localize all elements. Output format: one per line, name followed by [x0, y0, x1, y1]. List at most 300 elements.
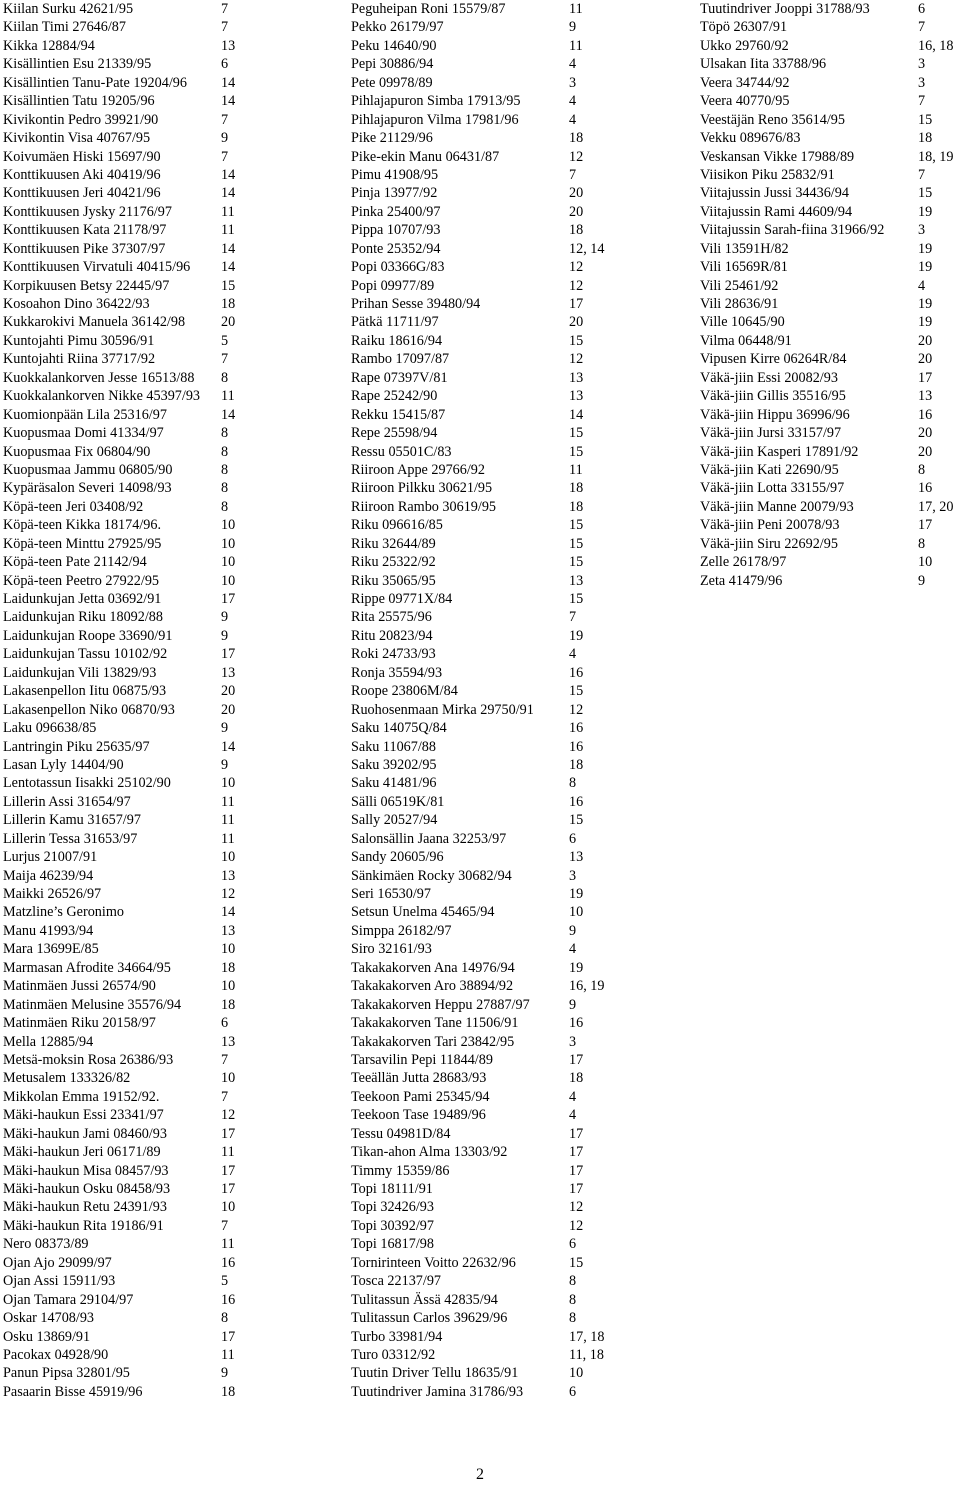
entry-page-ref: 16: [918, 480, 933, 497]
index-entry: [351, 553, 696, 571]
entry-page-ref: 20: [569, 203, 584, 220]
index-entry: [351, 74, 696, 92]
entry-name: Kukkarokivi Manuela 36142/98: [3, 314, 186, 331]
entry-name: Simppa 26182/97: [351, 922, 452, 939]
entry-page-ref: 11: [221, 1144, 235, 1161]
entry-name: Mäki-haukun Essi 23341/97: [3, 1107, 164, 1124]
index-entry: [3, 1143, 343, 1161]
index-entry: [351, 608, 696, 626]
index-entry: [3, 148, 343, 166]
index-entry: [3, 645, 343, 663]
entry-name: Pippa 10707/93: [351, 222, 441, 239]
index-entry: [351, 1346, 696, 1364]
entry-name: Mara 13699E/85: [3, 941, 99, 958]
entry-name: Salonsällin Jaana 32253/97: [351, 830, 507, 847]
index-entry: [351, 498, 696, 516]
entry-name: Saku 11067/88: [351, 738, 436, 755]
entry-name: Tuutindriver Jooppi 31788/93: [700, 1, 870, 17]
entry-page-ref: 12: [221, 886, 236, 902]
index-entry: [3, 1106, 343, 1124]
index-entry: [351, 1217, 696, 1235]
index-entry: [3, 830, 343, 848]
index-entry: [351, 516, 696, 534]
entry-name: Kisällintien Tanu-Pate 19204/96: [3, 74, 187, 91]
index-entry: [3, 590, 343, 608]
entry-page-ref: 10: [221, 572, 236, 589]
index-entry: [700, 498, 960, 516]
entry-page-ref: 10: [569, 904, 584, 921]
index-entry: [3, 903, 343, 921]
entry-page-ref: 19: [569, 886, 584, 902]
index-entry: [351, 479, 696, 497]
entry-page-ref: 11: [569, 461, 583, 478]
index-entry: [700, 240, 960, 258]
entry-name: Teekoon Pami 25345/94: [351, 1088, 490, 1105]
entry-name: Siro 32161/93: [351, 941, 432, 958]
index-entry: [351, 848, 696, 866]
entry-page-ref: 6: [221, 56, 229, 73]
index-entry: [351, 885, 696, 903]
entry-page-ref: 13: [221, 1033, 236, 1050]
entry-name: Rape 25242/90: [351, 388, 438, 405]
entry-name: Roope 23806M/84: [351, 683, 458, 700]
entry-page-ref: 15: [569, 425, 584, 442]
index-entry: [3, 1162, 343, 1180]
index-entry: [351, 1069, 696, 1087]
entry-page-ref: 11: [569, 37, 583, 54]
entry-name: Osku 13869/91: [3, 1328, 91, 1345]
entry-page-ref: 18: [569, 222, 584, 239]
entry-page-ref: 11: [221, 812, 235, 829]
index-entry: [351, 387, 696, 405]
index-entry: [3, 55, 343, 73]
index-entry: [351, 166, 696, 184]
index-entry: [351, 221, 696, 239]
entry-page-ref: 17: [221, 1328, 236, 1345]
entry-page-ref: 9: [569, 19, 577, 36]
entry-page-ref: 15: [569, 591, 584, 607]
entry-name: Lasan Lyly 14404/90: [3, 756, 124, 773]
index-entry: [351, 1235, 696, 1253]
index-entry: [3, 1088, 343, 1106]
index-entry: [351, 719, 696, 737]
index-entry: [351, 129, 696, 147]
entry-page-ref: 9: [221, 130, 229, 147]
entry-page-ref: 16: [569, 1015, 584, 1032]
index-entry: [700, 387, 960, 405]
entry-name: Teeällän Jutta 28683/93: [351, 1070, 487, 1087]
entry-page-ref: 10: [221, 1070, 236, 1087]
index-entry: [351, 1291, 696, 1309]
index-entry: [3, 516, 343, 534]
entry-name: Väkä-jiin Hippu 36996/96: [700, 406, 850, 423]
entry-page-ref: 11: [221, 793, 235, 810]
entry-name: Töpö 26307/91: [700, 19, 788, 36]
index-entry: [3, 608, 343, 626]
index-entry: [3, 940, 343, 958]
entry-name: Peguheipan Roni 15579/87: [351, 1, 506, 17]
entry-page-ref: 11: [221, 203, 235, 220]
index-entry: [3, 553, 343, 571]
entry-name: Matinmäen Melusine 35576/94: [3, 996, 182, 1013]
entry-name: Rekku 15415/87: [351, 406, 446, 423]
entry-page-ref: 17: [221, 646, 236, 663]
entry-name: Mäki-haukun Retu 24391/93: [3, 1199, 167, 1216]
entry-page-ref: 10: [221, 941, 236, 958]
entry-page-ref: 16: [569, 720, 584, 737]
index-entry: [3, 1235, 343, 1253]
entry-page-ref: 16: [221, 1254, 236, 1271]
entry-page-ref: 3: [569, 74, 577, 91]
entry-page-ref: 9: [569, 996, 577, 1013]
entry-name: Topi 32426/93: [351, 1199, 434, 1216]
index-entry: [700, 443, 960, 461]
entry-name: Ressu 05501C/83: [351, 443, 452, 460]
index-entry: [3, 719, 343, 737]
entry-page-ref: 4: [569, 56, 577, 73]
index-entry: [3, 1180, 343, 1198]
entry-page-ref: 13: [569, 572, 584, 589]
entry-name: Väkä-jiin Manne 20079/93: [700, 498, 854, 515]
entry-name: Saku 14075Q/84: [351, 720, 447, 737]
entry-name: Konttikuusen Virvatuli 40415/96: [3, 259, 191, 276]
entry-page-ref: 19: [569, 959, 584, 976]
entry-name: Konttikuusen Pike 37307/97: [3, 240, 166, 257]
entry-name: Rambo 17097/87: [351, 351, 450, 368]
entry-page-ref: 3: [569, 867, 577, 884]
entry-page-ref: 4: [569, 646, 577, 663]
entry-name: Takakakorven Tari 23842/95: [351, 1033, 515, 1050]
entry-name: Raiku 18616/94: [351, 332, 443, 349]
index-entry: [700, 203, 960, 221]
entry-page-ref: 15: [918, 111, 933, 128]
entry-name: Tessu 04981D/84: [351, 1125, 451, 1142]
index-entry: [3, 664, 343, 682]
index-entry: [3, 184, 343, 202]
entry-name: Vili 28636/91: [700, 296, 779, 312]
entry-page-ref: 12: [569, 259, 584, 276]
index-entry: [351, 1198, 696, 1216]
entry-name: Takakakorven Tane 11506/91: [351, 1015, 519, 1032]
entry-page-ref: 14: [221, 738, 236, 755]
page-number: 2: [476, 1466, 484, 1483]
index-entry: [3, 1033, 343, 1051]
index-entry: [3, 848, 343, 866]
entry-name: Manu 41993/94: [3, 922, 94, 939]
entry-page-ref: 12: [569, 148, 584, 165]
entry-page-ref: 11: [221, 1236, 235, 1253]
index-entry: [351, 830, 696, 848]
entry-page-ref: 20: [221, 701, 236, 718]
index-entry: [700, 406, 960, 424]
entry-page-ref: 19: [569, 627, 584, 644]
entry-page-ref: 7: [221, 1, 229, 17]
entry-page-ref: 3: [918, 56, 926, 73]
entry-name: Matzline’s Geronimo: [3, 904, 124, 921]
entry-name: Ojan Tamara 29104/97: [3, 1291, 134, 1308]
index-entry: [3, 1346, 343, 1364]
entry-page-ref: 16: [918, 406, 933, 423]
index-entry: [3, 479, 343, 497]
entry-page-ref: 11: [569, 1, 583, 17]
index-entry: [351, 645, 696, 663]
entry-page-ref: 14: [221, 185, 236, 202]
entry-page-ref: 16: [569, 793, 584, 810]
entry-page-ref: 5: [221, 332, 229, 349]
index-entry: [351, 203, 696, 221]
index-entry: [3, 1309, 343, 1327]
entry-name: Turo 03312/92: [351, 1346, 436, 1363]
entry-name: Tulitassun Carlos 39629/96: [351, 1310, 508, 1327]
entry-page-ref: 10: [221, 849, 236, 866]
index-entry: [351, 0, 696, 18]
index-entry: [700, 18, 960, 36]
index-entry: [351, 37, 696, 55]
entry-name: Kuntojahti Riina 37717/92: [3, 351, 156, 368]
index-entry: [700, 479, 960, 497]
entry-name: Rita 25575/96: [351, 609, 432, 626]
entry-page-ref: 17: [221, 591, 236, 607]
index-entry: [351, 922, 696, 940]
entry-name: Tornirinteen Voitto 22632/96: [351, 1254, 516, 1271]
index-entry: [351, 1180, 696, 1198]
entry-name: Kuokkalankorven Nikke 45397/93: [3, 388, 201, 405]
entry-name: Popi 09977/89: [351, 277, 435, 294]
entry-page-ref: 10: [569, 1365, 584, 1382]
entry-name: Roki 24733/93: [351, 646, 436, 663]
entry-page-ref: 9: [569, 922, 577, 939]
index-entry: [700, 148, 960, 166]
entry-name: Kuopusmaa Fix 06804/90: [3, 443, 151, 460]
index-entry: [351, 111, 696, 129]
entry-name: Mäki-haukun Jami 08460/93: [3, 1125, 167, 1142]
entry-page-ref: 20: [569, 185, 584, 202]
entry-page-ref: 3: [569, 1033, 577, 1050]
entry-name: Väkä-jiin Jursi 33157/97: [700, 425, 842, 442]
index-entry: [351, 1051, 696, 1069]
entry-name: Viitajussin Rami 44609/94: [700, 203, 853, 220]
entry-name: Laidunkujan Tassu 10102/92: [3, 646, 168, 663]
entry-name: Mäki-haukun Rita 19186/91: [3, 1217, 164, 1234]
index-entry: [3, 793, 343, 811]
index-entry: [700, 350, 960, 368]
index-entry: [3, 443, 343, 461]
entry-name: Topi 30392/97: [351, 1217, 434, 1234]
entry-page-ref: 8: [918, 535, 926, 552]
index-entry: [351, 313, 696, 331]
entry-name: Seri 16530/97: [351, 886, 431, 902]
index-column-1: [3, 0, 343, 1401]
entry-name: Laidunkujan Vili 13829/93: [3, 664, 157, 681]
entry-page-ref: 19: [918, 314, 933, 331]
entry-page-ref: 11: [221, 1346, 235, 1363]
entry-name: Lentotassun Iisakki 25102/90: [3, 775, 171, 792]
entry-page-ref: 17: [221, 1162, 236, 1179]
entry-name: Kisällintien Tatu 19205/96: [3, 93, 155, 110]
entry-name: Takakakorven Aro 38894/92: [351, 978, 514, 995]
entry-name: Setsun Unelma 45465/94: [351, 904, 495, 921]
entry-name: Vilma 06448/91: [700, 332, 792, 349]
entry-page-ref: 18: [918, 130, 933, 147]
entry-page-ref: 20: [918, 425, 933, 442]
entry-name: Topi 16817/98: [351, 1236, 434, 1253]
entry-page-ref: 5: [221, 1273, 229, 1290]
entry-name: Ukko 29760/92: [700, 37, 789, 54]
index-entry: [3, 277, 343, 295]
entry-name: Pätkä 11711/97: [351, 314, 439, 331]
entry-page-ref: 14: [221, 259, 236, 276]
index-entry: [700, 129, 960, 147]
entry-name: Köpä-teen Minttu 27925/95: [3, 535, 162, 552]
entry-name: Maikki 26526/97: [3, 886, 102, 902]
entry-page-ref: 15: [221, 277, 236, 294]
entry-page-ref: 15: [918, 185, 933, 202]
entry-name: Sänkimäen Rocky 30682/94: [351, 867, 512, 884]
index-entry: [351, 903, 696, 921]
entry-page-ref: 13: [221, 37, 236, 54]
entry-name: Popi 03366G/83: [351, 259, 445, 276]
index-entry: [700, 553, 960, 571]
entry-name: Saku 41481/96: [351, 775, 437, 792]
index-entry: [351, 1014, 696, 1032]
index-entry: [351, 1272, 696, 1290]
entry-page-ref: 8: [569, 775, 577, 792]
entry-name: Konttikuusen Jysky 21176/97: [3, 203, 172, 220]
entry-name: Viitajussin Jussi 34436/94: [700, 185, 849, 202]
entry-page-ref: 13: [569, 369, 584, 386]
entry-name: Konttikuusen Jeri 40421/96: [3, 185, 161, 202]
entry-page-ref: 19: [918, 296, 933, 312]
entry-name: Vipusen Kirre 06264R/84: [700, 351, 847, 368]
index-entry: [351, 793, 696, 811]
entry-name: Lakasenpellon Iitu 06875/93: [3, 683, 167, 700]
entry-name: Ulsakan Iita 33788/96: [700, 56, 827, 73]
index-entry: [3, 295, 343, 313]
entry-page-ref: 14: [569, 406, 584, 423]
entry-page-ref: 16: [569, 738, 584, 755]
entry-page-ref: 8: [221, 461, 229, 478]
entry-name: Lillerin Assi 31654/97: [3, 793, 131, 810]
entry-page-ref: 14: [221, 904, 236, 921]
index-entry: [3, 387, 343, 405]
index-entry: [700, 221, 960, 239]
index-entry: [700, 184, 960, 202]
entry-page-ref: 20: [918, 332, 933, 349]
entry-page-ref: 9: [221, 720, 229, 737]
entry-page-ref: 12: [569, 351, 584, 368]
entry-name: Vili 16569R/81: [700, 259, 788, 276]
entry-name: Veera 40770/95: [700, 93, 790, 110]
entry-page-ref: 6: [569, 1236, 577, 1253]
entry-name: Lakasenpellon Niko 06870/93: [3, 701, 175, 718]
entry-page-ref: 10: [221, 554, 236, 571]
index-entry: [3, 1014, 343, 1032]
index-entry: [3, 92, 343, 110]
index-entry: [351, 1143, 696, 1161]
entry-name: Ritu 20823/94: [351, 627, 433, 644]
index-entry: [351, 977, 696, 995]
entry-name: Tulitassun Ässä 42835/94: [351, 1291, 498, 1308]
entry-name: Sälli 06519K/81: [351, 793, 445, 810]
entry-page-ref: 18: [221, 996, 236, 1013]
entry-name: Kuomionpään Lila 25316/97: [3, 406, 167, 423]
index-entry: [351, 1328, 696, 1346]
entry-page-ref: 7: [918, 93, 926, 110]
index-entry: [351, 148, 696, 166]
entry-name: Repe 25598/94: [351, 425, 438, 442]
entry-name: Timmy 15359/86: [351, 1162, 450, 1179]
entry-name: Köpä-teen Kikka 18174/96.: [3, 517, 161, 534]
index-entry: [351, 332, 696, 350]
entry-page-ref: 18: [569, 1070, 584, 1087]
entry-name: Pete 09978/89: [351, 74, 433, 91]
index-entry: [351, 184, 696, 202]
entry-name: Tarsavilin Pepi 11844/89: [351, 1051, 493, 1068]
entry-page-ref: 20: [918, 443, 933, 460]
entry-name: Pike-ekin Manu 06431/87: [351, 148, 500, 165]
entry-name: Laidunkujan Roope 33690/91: [3, 627, 173, 644]
entry-page-ref: 6: [569, 1383, 577, 1400]
entry-page-ref: 7: [569, 609, 577, 626]
entry-page-ref: 18: [221, 1383, 236, 1400]
entry-page-ref: 19: [918, 203, 933, 220]
index-entry: [700, 516, 960, 534]
index-entry: [3, 756, 343, 774]
index-entry: [3, 1125, 343, 1143]
entry-name: Tosca 22137/97: [351, 1273, 442, 1290]
entry-page-ref: 17: [569, 1162, 584, 1179]
entry-page-ref: 12, 14: [569, 240, 605, 257]
index-entry: [700, 295, 960, 313]
entry-name: Tuutindriver Jamina 31786/93: [351, 1383, 524, 1400]
index-entry: [351, 682, 696, 700]
entry-page-ref: 15: [569, 554, 584, 571]
entry-name: Nero 08373/89: [3, 1236, 89, 1253]
entry-page-ref: 19: [918, 240, 933, 257]
index-entry: [3, 166, 343, 184]
entry-page-ref: 17: [221, 1125, 236, 1142]
entry-name: Maija 46239/94: [3, 867, 94, 884]
entry-page-ref: 18: [569, 480, 584, 497]
index-entry: [3, 258, 343, 276]
entry-name: Sandy 20605/96: [351, 849, 444, 866]
entry-name: Ponte 25352/94: [351, 240, 441, 257]
entry-page-ref: 17: [569, 1051, 584, 1068]
entry-page-ref: 11: [221, 830, 235, 847]
entry-name: Väkä-jiin Essi 20082/93: [700, 369, 838, 386]
index-entry: [700, 461, 960, 479]
entry-name: Kuntojahti Pimu 30596/91: [3, 332, 155, 349]
entry-page-ref: 11: [221, 222, 235, 239]
entry-name: Turbo 33981/94: [351, 1328, 443, 1345]
entry-name: Veestäjän Reno 35614/95: [700, 111, 845, 128]
index-entry: [3, 240, 343, 258]
entry-name: Mella 12885/94: [3, 1033, 94, 1050]
index-entry: [3, 0, 343, 18]
index-entry: [3, 1254, 343, 1272]
index-entry: [351, 277, 696, 295]
index-entry: [351, 350, 696, 368]
entry-name: Riiroon Rambo 30619/95: [351, 498, 497, 515]
entry-page-ref: 10: [221, 535, 236, 552]
entry-name: Marmasan Afrodite 34664/95: [3, 959, 171, 976]
entry-name: Kivikontin Visa 40767/95: [3, 130, 151, 147]
entry-name: Saku 39202/95: [351, 756, 437, 773]
entry-name: Metsä-moksin Rosa 26386/93: [3, 1051, 174, 1068]
index-entry: [3, 996, 343, 1014]
index-entry: [351, 18, 696, 36]
entry-page-ref: 6: [221, 1015, 229, 1032]
